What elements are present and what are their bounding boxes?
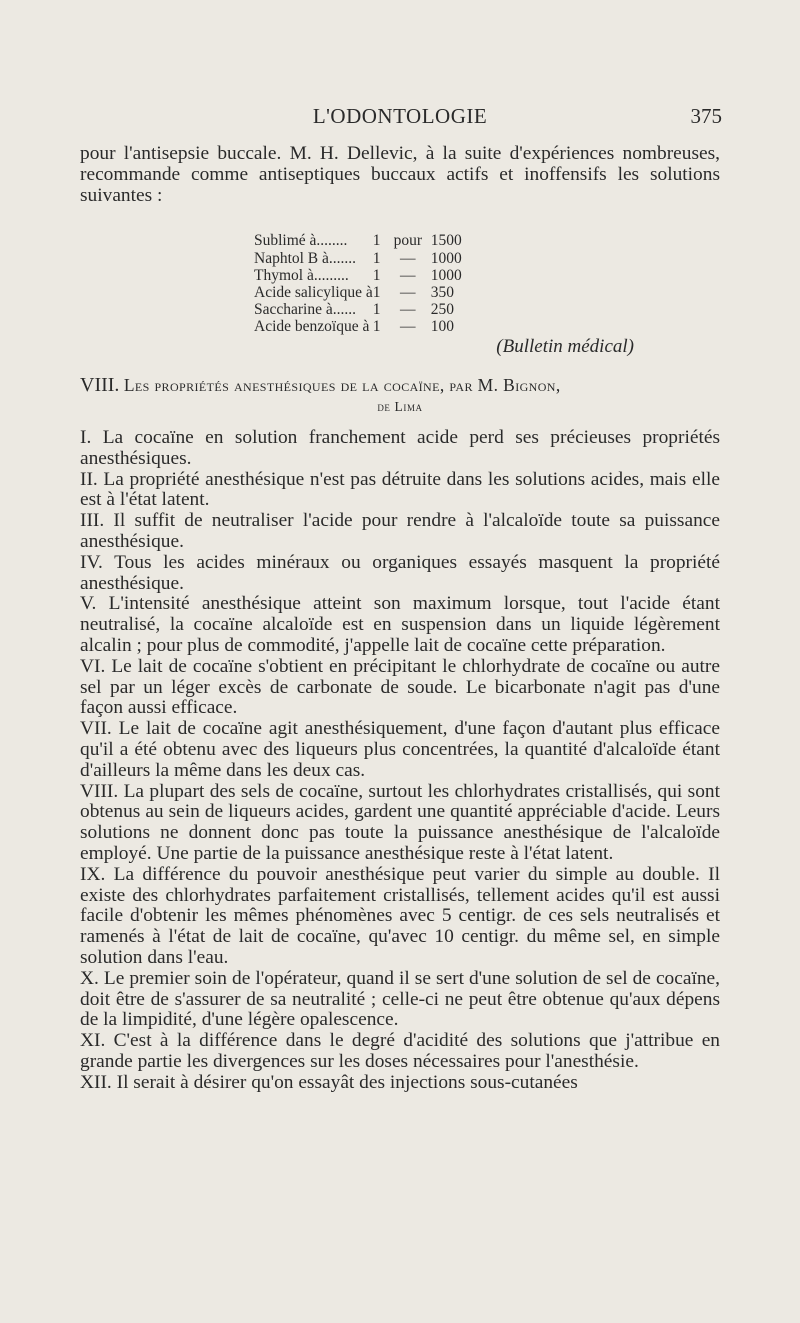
solution-name: Sublimé à........ <box>254 232 348 250</box>
solution-relation: — <box>400 301 416 319</box>
section-heading <box>80 375 720 396</box>
list-item: VII. Le lait de cocaïne agit anesthésiquement, d'une façon d'autant plus efficace qu'il a été obtenu avec des liqueurs plus concentrées, la quantité d'alcaloïde étant d'ailleurs la même dans les deux cas. <box>80 718 720 781</box>
solution-row <box>254 301 462 318</box>
list-item: XI. C'est à la différence dans le degré d'acidité des solutions que j'attribue en grande partie les divergences sur les doses nécessaires pour l'anesthésie. <box>80 1030 720 1072</box>
solution-amount: 1 <box>372 318 381 336</box>
list-item: VI. Le lait de cocaïne s'obtient en précipitant le chlorhydrate de cocaïne ou autre sel par un léger excès de carbonate de soude. Le bicarbonate n'agit pas d'une façon aussi efficace. <box>80 655 720 719</box>
solution-dilution: 250 <box>430 301 455 319</box>
solution-amount: 1 <box>372 266 381 284</box>
solutions-table <box>254 232 462 335</box>
running-header <box>80 104 720 132</box>
solution-amount: 1 <box>372 301 381 319</box>
list-item: III. Il suffit de neutraliser l'acide pour rendre à l'alcaloïde toute sa puissance anesthésique. <box>80 510 720 552</box>
solution-row <box>254 232 462 249</box>
solution-relation: pour <box>393 232 422 250</box>
list-item: IX. La différence du pouvoir anesthésique peut varier du simple au double. Il existe des chlorhydrates parfaitement cristallisés, tellement acides qu'il est aussi facile d'obtenir les mêmes phénomènes avec 5 centigr. de ces sels neutralisés et ramenés à l'état de lait de cocaïne, qu'avec 10 centigr. du même sel, en simple solution dans l'eau. <box>80 863 720 968</box>
solution-dilution: 100 <box>430 318 455 336</box>
intro-paragraph: pour l'antisepsie buccale. M. H. Dellevic, à la suite d'expériences nombreuses, recommande comme antiseptiques buccaux actifs et inoffensifs les solutions suivantes : <box>80 143 720 206</box>
page-number: 375 <box>690 104 722 128</box>
solution-dilution: 350 <box>430 284 455 301</box>
solution-name: Thymol à......... <box>254 266 349 284</box>
numbered-list <box>80 428 720 1094</box>
solution-row <box>254 318 462 335</box>
solution-name: Acide benzoïque à <box>254 318 370 336</box>
section-number: VIII. <box>80 374 120 397</box>
section-subtitle: de Lima <box>377 399 423 415</box>
list-item: II. La propriété anesthésique n'est pas détruite dans les solutions acides, mais elle est à l'état latent. <box>80 468 720 511</box>
list-item: IV. Tous les acides minéraux ou organiques essayés masquent la propriété anesthésique. <box>80 551 720 594</box>
solution-name: Saccharine à...... <box>254 301 356 319</box>
list-item: VIII. La plupart des sels de cocaïne, surtout les chlorhydrates cristallisés, qui sont obtenus au sein de liqueurs acides, gardent une quantité appréciable d'acide. Leurs solutions ne donnent donc pas toute la puissance anesthésique de l'alcaloïde employé. Une partie de la puissance anesthésique reste à l'état latent. <box>80 780 720 864</box>
solution-name: Acide salicylique à <box>254 284 373 301</box>
solution-relation: — <box>400 284 416 301</box>
list-item: X. Le premier soin de l'opérateur, quand il se sert d'une solution de sel de cocaïne, doit être de s'assurer de sa neutralité ; celle-ci ne peut être obtenue qu'aux dépens de la limpidité, d'une légère opalescence. <box>80 967 720 1031</box>
section-title: Les propriétés anesthésiques de la cocaïne, par M. Bignon, <box>123 375 561 396</box>
solution-dilution: 1000 <box>430 249 462 267</box>
page-body <box>80 144 720 1094</box>
list-item: I. La cocaïne en solution franchement acide perd ses précieuses propriétés anesthésiques. <box>80 427 720 469</box>
solution-dilution: 1000 <box>430 266 462 284</box>
solution-relation: — <box>400 266 416 284</box>
solution-amount: 1 <box>372 249 381 267</box>
solution-amount: 1 <box>372 232 381 250</box>
solution-relation: — <box>400 318 416 336</box>
list-item: XII. Il serait à désirer qu'on essayât des injections sous-cutanées <box>80 1071 578 1093</box>
solution-row <box>254 267 462 284</box>
journal-title: L'ODONTOLOGIE <box>312 104 488 128</box>
solution-name: Naphtol B à....... <box>254 249 357 267</box>
solution-dilution: 1500 <box>430 232 462 250</box>
solution-row <box>254 250 462 267</box>
list-item: V. L'intensité anesthésique atteint son maximum lorsque, tout l'acide étant neutralisé, la cocaïne alcaloïde est en suspension dans un liquide légèrement alcalin ; pour plus de commodité, j'appelle lait de cocaïne cette préparation. <box>80 593 720 656</box>
solution-row <box>254 284 462 301</box>
solution-amount: 1 <box>372 284 381 301</box>
solution-relation: — <box>400 249 416 267</box>
source-citation: (Bulletin médical) <box>496 335 634 357</box>
